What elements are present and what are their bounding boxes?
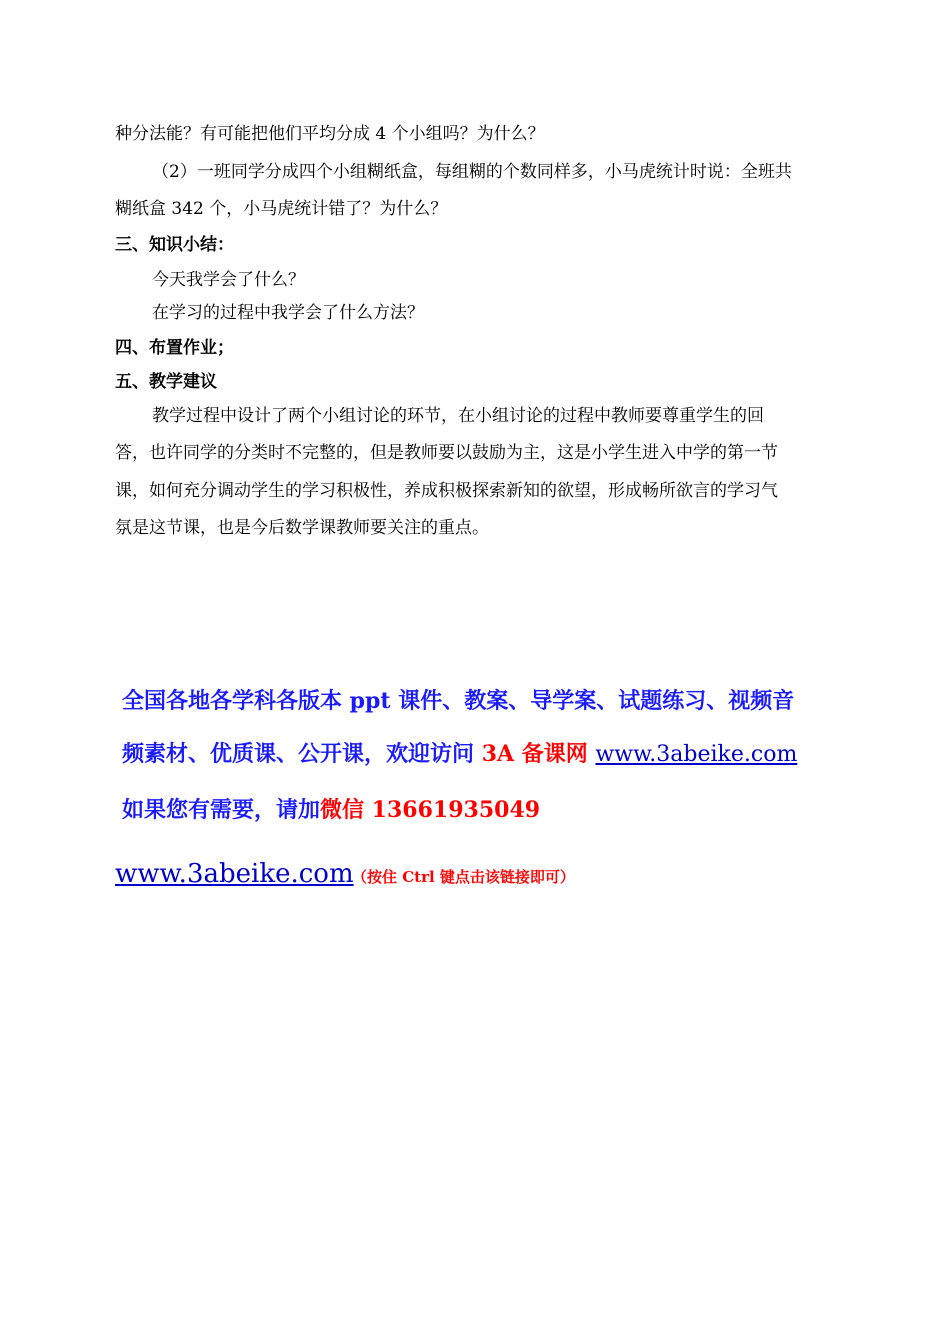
paragraph-line: 氛是这节课，也是今后数学课教师要关注的重点。 xyxy=(115,518,489,538)
ad-line-2-prefix: 频素材、优质课、公开课，欢迎访问 xyxy=(122,741,475,767)
section-heading-summary: 三、知识小结： xyxy=(115,235,234,255)
paragraph-line: 糊纸盒 342 个，小马虎统计错了？为什么？ xyxy=(115,199,448,219)
ad-line-3 xyxy=(122,795,540,825)
wechat-contact: 微信 13661935049 xyxy=(320,797,541,823)
paragraph-line: 教学过程中设计了两个小组讨论的环节，在小组讨论的过程中教师要尊重学生的回 xyxy=(152,406,764,426)
section-heading-suggestions: 五、教学建议 xyxy=(115,372,217,392)
paragraph-line: 课，如何充分调动学生的学习积极性，养成积极探索新知的欲望，形成畅所欲言的学习气 xyxy=(115,481,778,501)
paragraph-line: 答，也许同学的分类时不完整的，但是教师要以鼓励为主，这是小学生进入中学的第一节 xyxy=(115,443,778,463)
section-heading-homework: 四、布置作业； xyxy=(115,338,234,358)
site-url-link[interactable]: www.3abeike.com xyxy=(595,742,798,767)
paragraph-line: （2）一班同学分成四个小组糊纸盒，每组糊的个数同样多，小马虎统计时说：全班共 xyxy=(152,162,792,182)
ad-line-1: 全国各地各学科各版本 ppt 课件、教案、导学案、试题练习、视频音 xyxy=(122,688,795,714)
website-link[interactable]: www.3abeike.com xyxy=(115,859,354,889)
link-hint: （按住 Ctrl 键点击该链接即可） xyxy=(352,868,575,886)
paragraph-line: 种分法能？有可能把他们平均分成 4 个小组吗？为什么？ xyxy=(115,124,545,144)
paragraph-line: 今天我学会了什么？ xyxy=(152,270,305,290)
ad-line-3-prefix: 如果您有需要，请加 xyxy=(122,797,321,823)
ad-line-2 xyxy=(122,739,797,770)
site-name: 3A 备课网 xyxy=(481,741,588,767)
paragraph-line: 在学习的过程中我学会了什么方法？ xyxy=(152,303,424,323)
